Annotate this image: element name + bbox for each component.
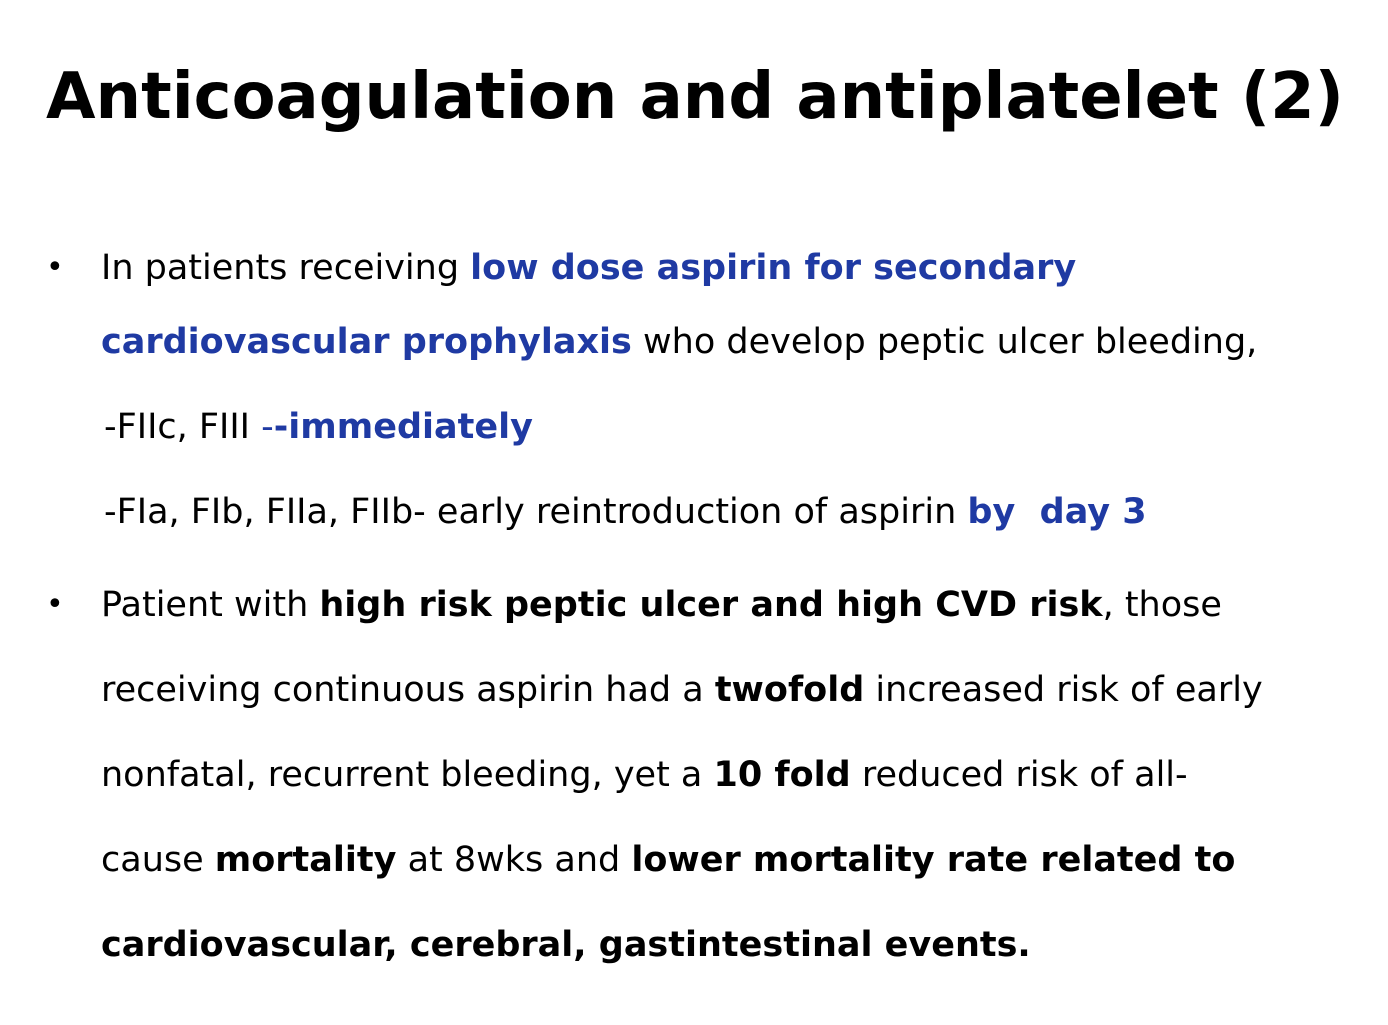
- bold-span: twofold: [714, 670, 865, 710]
- bullet-1-line-2: [101, 318, 1257, 366]
- highlight-span: cardiovascular prophylaxis: [101, 322, 632, 362]
- text-span: cause: [101, 840, 215, 880]
- text-span: increased risk of early: [864, 670, 1263, 710]
- text-span: receiving continuous aspirin had a: [101, 670, 715, 710]
- slide-title: Anticoagulation and antiplatelet (2): [46, 60, 1344, 134]
- text-span: , those: [1102, 585, 1222, 625]
- text-span: nonfatal, recurrent bleeding, yet a: [101, 755, 714, 795]
- text-span: who develop peptic ulcer bleeding,: [631, 322, 1258, 362]
- text-span: at 8wks and: [396, 840, 632, 880]
- bullet-2-line-1: [101, 581, 1222, 629]
- bullet-2-line-4: [101, 836, 1235, 884]
- text-span: -FIa, FIb, FIIa, FIIb- early reintroduction of aspirin: [104, 492, 968, 532]
- highlight-span: low dose aspirin for secondary: [470, 248, 1077, 288]
- bold-span: mortality: [214, 840, 397, 880]
- bullet-2-marker: •: [46, 587, 64, 622]
- bold-span: lower mortality rate related to: [631, 840, 1236, 880]
- text-span: In patients receiving: [101, 248, 471, 288]
- bullet-2-line-5: cardiovascular, cerebral, gastintestinal events.: [101, 925, 1031, 965]
- bullet-1-subline-2: [104, 488, 1147, 536]
- bullet-1-line-1: [101, 244, 1076, 292]
- bullet-1-subline-1: [104, 403, 533, 451]
- highlight-span: by day 3: [967, 492, 1147, 532]
- bold-span: 10 fold: [713, 755, 851, 795]
- bullet-2-line-2: [101, 666, 1263, 714]
- text-span: Patient with: [101, 585, 320, 625]
- bullet-1-marker: •: [46, 250, 64, 285]
- bullet-2-line-3: [101, 751, 1188, 799]
- highlight-span: -immediately: [273, 407, 533, 447]
- bold-span: high risk peptic ulcer and high CVD risk: [319, 585, 1103, 625]
- text-span: reduced risk of all-: [850, 755, 1188, 795]
- text-span: -FIIc, FIII: [104, 407, 262, 447]
- highlight-dash: -: [261, 407, 274, 447]
